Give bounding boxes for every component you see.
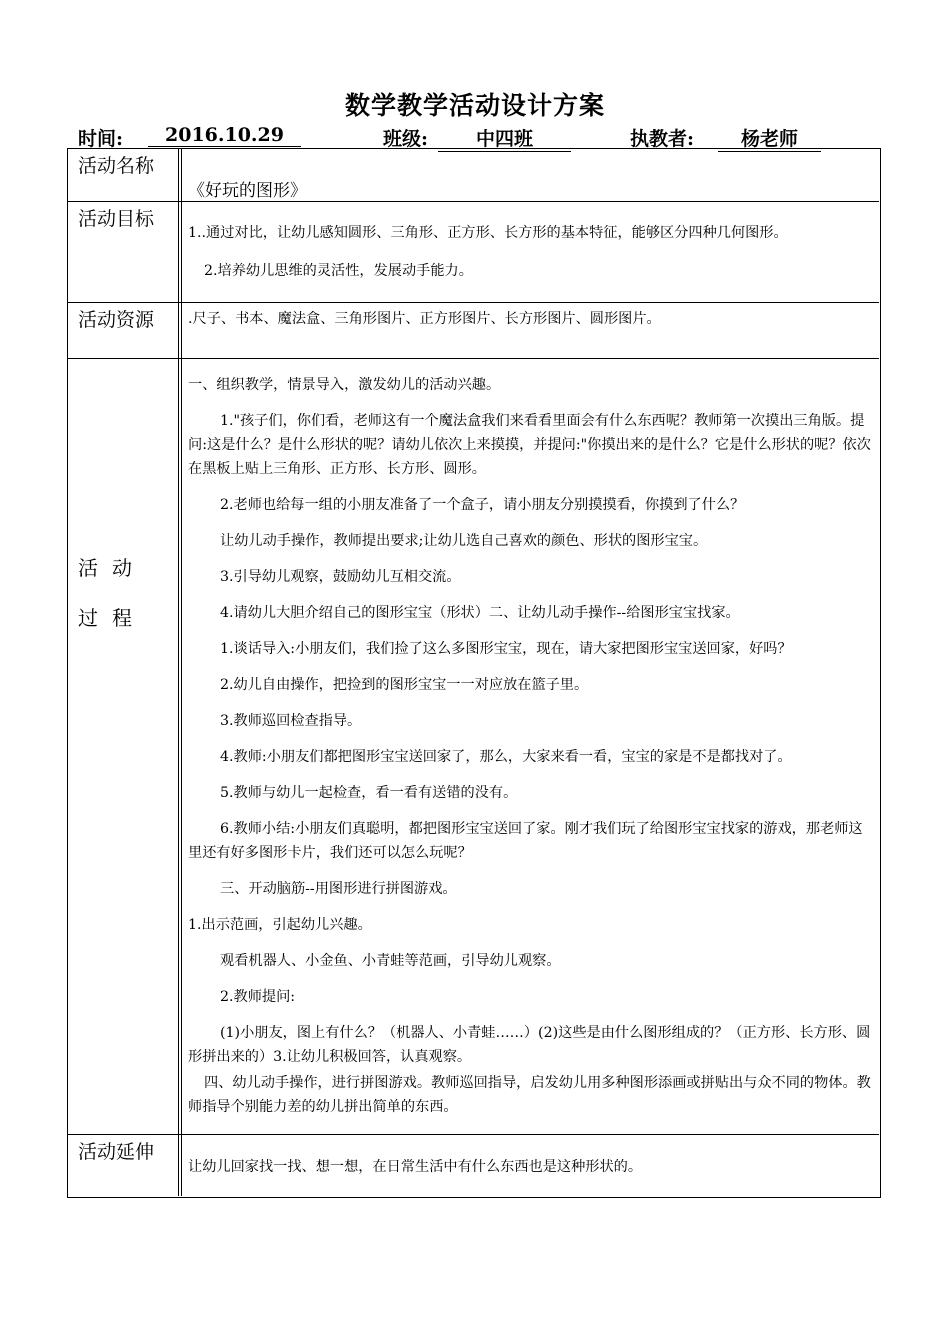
- row-activity-extension: [68, 1135, 879, 1196]
- row-activity-name: [68, 149, 879, 202]
- label-activity-extension: 活动延伸: [78, 1141, 155, 1163]
- lesson-plan-table: [67, 148, 881, 1198]
- process-para-10: 4.教师:小朋友们都把图形宝宝送回家了，那么，大家来看一看，宝宝的家是不是都找对了。: [220, 749, 792, 765]
- header-meta: [78, 124, 878, 150]
- process-para-1: 一、组织教学，情景导入，激发幼儿的活动兴趣。: [188, 377, 501, 393]
- process-para-16: 2.教师提问:: [220, 989, 296, 1005]
- process-para-17: (1)小朋友，图上有什么？（机器人、小青蛙……）(2)这些是由什么图形组成的？（正方形、长方形、圆形拼出来的）3.让幼儿积极回答，认真观察。: [188, 1025, 871, 1065]
- extension-value: 让幼儿回家找一找、想一想，在日常生活中有什么东西也是这种形状的。: [188, 1159, 643, 1175]
- process-content: [188, 373, 875, 1119]
- process-para-13: 三、开动脑筋--用图形进行拼图游戏。: [220, 881, 457, 897]
- process-para-4: 让幼儿动手操作，教师提出要求;让幼儿选自己喜欢的颜色、形状的图形宝宝。: [220, 533, 708, 549]
- label-activity-resources: 活动资源: [78, 309, 155, 331]
- document-title: 数学教学活动设计方案: [344, 91, 605, 120]
- label-process-line-2: 过程: [78, 606, 146, 630]
- process-para-5: 3.引导幼儿观察，鼓励幼儿互相交流。: [220, 569, 461, 585]
- process-para-3: 2.老师也给每一组的小朋友准备了一个盒子，请小朋友分别摸摸看，你摸到了什么？: [220, 497, 745, 513]
- process-para-7: 1.谈话导入:小朋友们，我们捡了这么多图形宝宝，现在，请大家把图形宝宝送回家，好吗？: [220, 641, 792, 657]
- time-label: 时间:: [78, 128, 124, 150]
- process-para-15: 观看机器人、小金鱼、小青蛙等范画，引导幼儿观察。: [220, 953, 561, 969]
- activity-name-value: 《好玩的图形》: [188, 181, 307, 201]
- class-value: 中四班: [438, 124, 571, 152]
- resource-value: .尺子、书本、魔法盒、三角形图片、正方形图片、长方形图片、圆形图片。: [188, 311, 661, 327]
- process-para-8: 2.幼儿自由操作，把捡到的图形宝宝一一对应放在篮子里。: [220, 677, 589, 693]
- process-para-12: 6.教师小结:小朋友们真聪明，都把图形宝宝送回了家。刚才我们玩了给图形宝宝找家的游戏，那老师这里还有好多图形卡片，我们还可以怎么玩呢？: [188, 821, 863, 861]
- process-para-18: 四、幼儿动手操作，进行拼图游戏。教师巡回指导，启发幼儿用多种图形添画或拼贴出与众不同的物体。教师指导个别能力差的幼儿拼出简单的东西。: [188, 1075, 871, 1115]
- row-activity-goals: [68, 202, 879, 303]
- process-para-9: 3.教师巡回检查指导。: [220, 713, 362, 729]
- time-value: 2016.10.29: [148, 124, 301, 147]
- row-activity-process: [68, 359, 879, 1135]
- class-label: 班级:: [383, 128, 429, 150]
- label-activity-name: 活动名称: [78, 155, 155, 177]
- row-activity-resources: [68, 303, 879, 359]
- process-para-6: 4.请幼儿大胆介绍自己的图形宝宝（形状）二、让幼儿动手操作--给图形宝宝找家。: [220, 605, 740, 621]
- teacher-label: 执教者:: [630, 128, 695, 150]
- goal-line-1: 1..通过对比，让幼儿感知圆形、三角形、正方形、长方形的基本特征，能够区分四种几何图形。: [188, 225, 788, 241]
- process-para-14: 1.出示范画，引起幼儿兴趣。: [188, 917, 372, 933]
- goal-line-2: 2.培养幼儿思维的灵活性，发展动手能力。: [204, 263, 473, 279]
- teacher-value: 杨老师: [718, 124, 821, 152]
- process-para-11: 5.教师与幼儿一起检查，看一看有送错的没有。: [220, 785, 518, 801]
- label-process-line-1: 活动: [78, 556, 146, 580]
- process-para-2: 1."孩子们，你们看，老师这有一个魔法盒我们来看看里面会有什么东西呢？教师第一次摸出三角版。提问:这是什么？是什么形状的呢？请幼儿依次上来摸摸，并提问:"你摸出来的是什么？它是什么形状的呢？依次在黑板上贴上三角形、正方形、长方形、圆形。: [188, 413, 871, 477]
- label-activity-goals: 活动目标: [78, 208, 155, 230]
